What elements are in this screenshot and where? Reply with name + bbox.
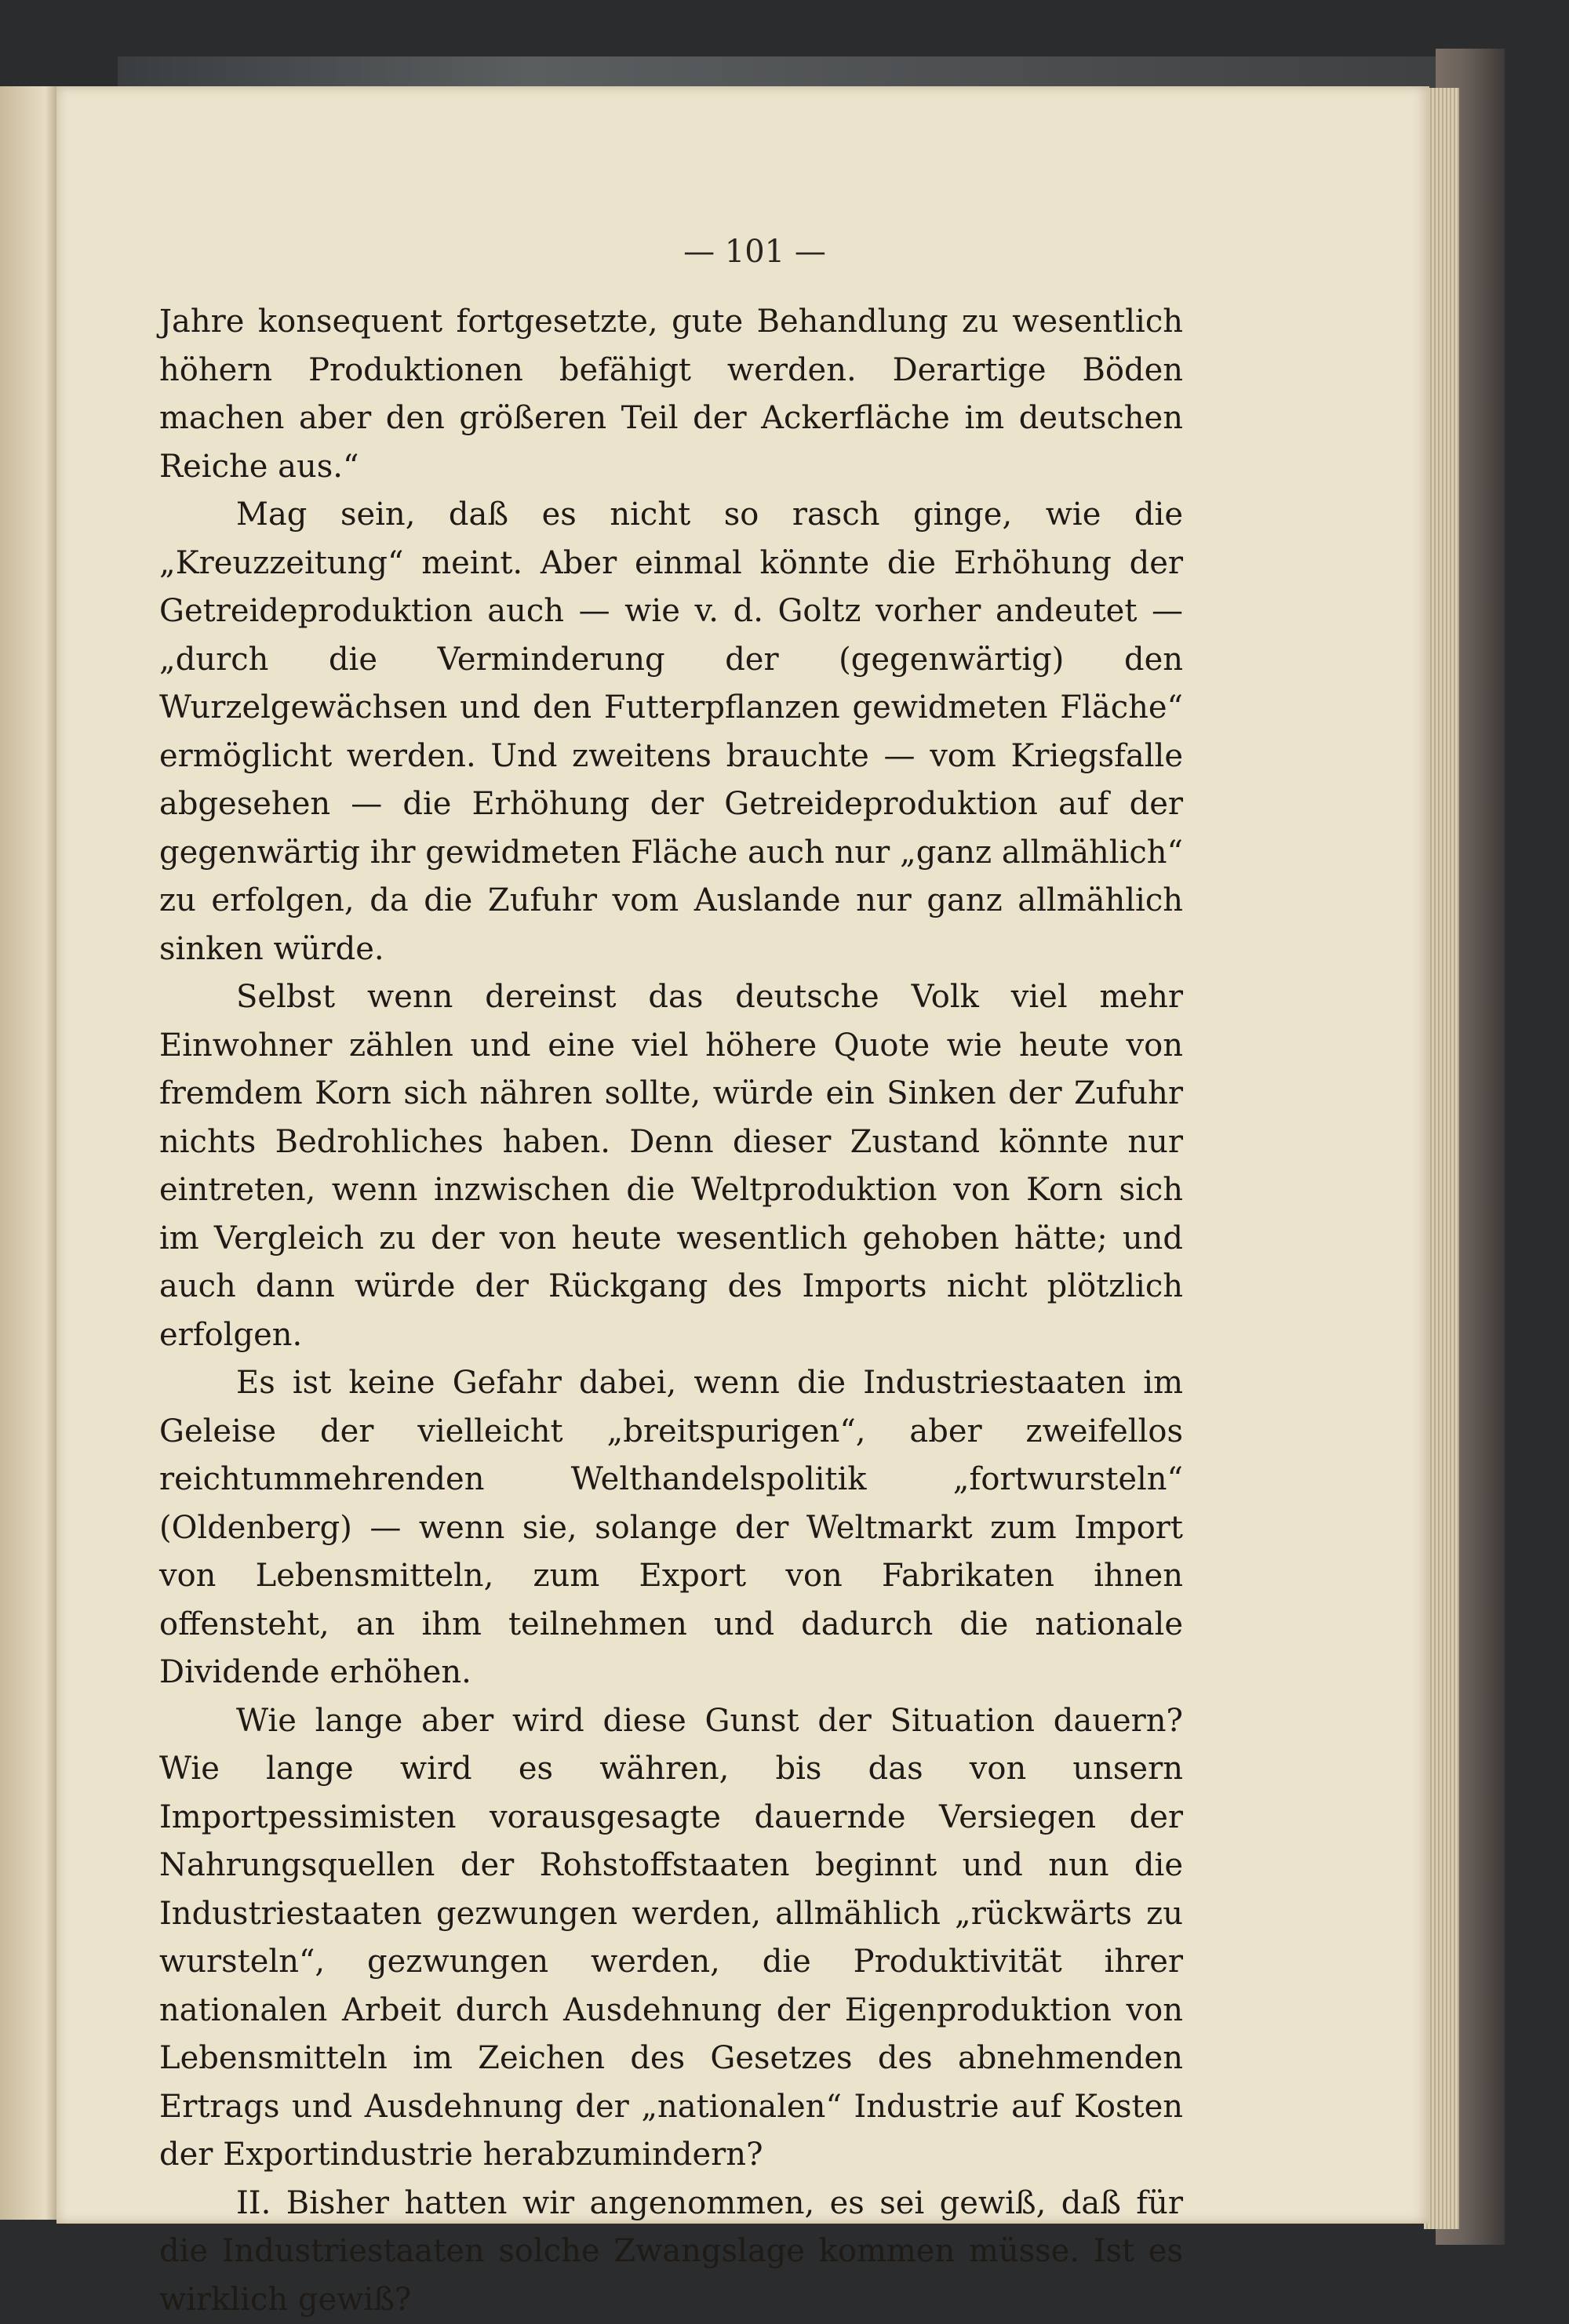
scan-background-edge [118, 56, 1483, 88]
paragraph-4: Es ist keine Gefahr dabei, wenn die Industriestaaten im Geleise der vielleicht „breitspurigen“, aber zweifellos reichtummehrenden Welthandelspolitik „fortwursteln“ (Oldenberg) — wenn sie, solange der Weltmarkt zum Import von Lebensmitteln, zum Export von Fabrikaten ihnen offensteht, an ihm teilnehmen und dadurch die nationale Dividende erhöhen. [159, 1359, 1183, 1697]
paragraph-6: II. Bisher hatten wir angenommen, es sei gewiß, daß für die Industriestaaten solche Zwangslage kommen müsse. Ist es wirklich gewiß? [159, 2180, 1183, 2324]
paragraph-2: Mag sein, daß es nicht so rasch ginge, wie die „Kreuzzeitung“ meint. Aber einmal könnte die Erhöhung der Getreideproduktion auch — wie v. d. Goltz vorher andeutet — „durch die Verminderung der (gegenwärtig) den Wurzelgewächsen und den Futterpflanzen gewidmeten Fläche“ ermöglicht werden. Und zweitens brauchte — vom Kriegsfalle abgesehen — die Erhöhung der Getreideproduktion auf der gegenwärtig ihr gewidmeten Fläche auch nur „ganz allmählich“ zu erfolgen, da die Zufuhr vom Auslande nur ganz allmählich sinken würde. [159, 491, 1183, 973]
paragraph-1: Jahre konsequent fortgesetzte, gute Behandlung zu wesentlich höhern Produktionen befähigt werden. Derartige Böden machen aber den größeren Teil der Ackerfläche im deutschen Reiche aus.“ [159, 298, 1183, 491]
paragraph-5: Wie lange aber wird diese Gunst der Situation dauern? Wie lange wird es währen, bis das von unsern Importpessimisten vorausgesagte dauernde Versiegen der Nahrungsquellen der Rohstoffstaaten beginnt und nun die Industriestaaten gezwungen werden, allmählich „rückwärts zu wursteln“, gezwungen werden, die Produktivität ihrer nationalen Arbeit durch Ausdehnung der Eigenproduktion von Lebensmitteln im Zeichen des Gesetzes des abnehmenden Ertrags und Ausdehnung der „nationalen“ Industrie auf Kosten der Exportindustrie herabzumindern? [159, 1697, 1183, 2180]
facing-page-edge [0, 86, 56, 2220]
page-body-text [159, 298, 1183, 2324]
page-number: — 101 — [56, 234, 1453, 270]
paragraph-3: Selbst wenn dereinst das deutsche Volk viel mehr Einwohner zählen und eine viel höhere Quote wie heute von fremdem Korn sich nähren sollte, würde ein Sinken der Zufuhr nichts Bedrohliches haben. Denn dieser Zustand könnte nur eintreten, wenn inzwischen die Weltproduktion von Korn sich im Vergleich zu der von heute wesentlich gehoben hätte; und auch dann würde der Rückgang des Imports nicht plötzlich erfolgen. [159, 973, 1183, 1359]
